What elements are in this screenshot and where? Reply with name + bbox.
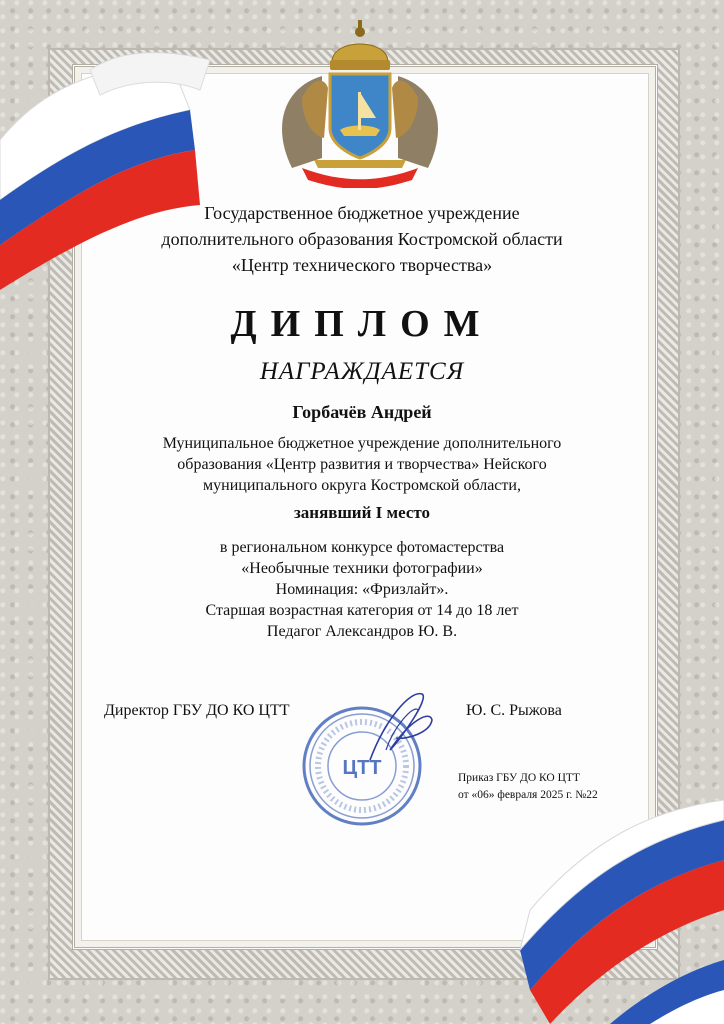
russian-flag-ribbon-bottom-right-icon [490, 800, 724, 1024]
institution-line: Муниципальное бюджетное учреждение дополнительного [162, 435, 562, 452]
contest-line: Старшая возрастная категория от 14 до 18 лет [205, 602, 519, 619]
contest-line: Номинация: «Фризлайт». [275, 581, 449, 598]
stamp-center-text: ЦТТ [342, 757, 382, 779]
organization-line-3: «Центр технического творчества» [231, 255, 493, 275]
order-line-2: от «06» февраля 2025 г. №22 [458, 789, 598, 801]
institution-line: образования «Центр развития и творчества» Нейского [177, 456, 547, 473]
recipient-institution [72, 433, 652, 496]
official-stamp-icon [290, 680, 450, 830]
order-line-1: Приказ ГБУ ДО КО ЦТТ [458, 772, 580, 784]
director-title: Директор ГБУ ДО КО ЦТТ [104, 702, 290, 719]
organization-line-1: Государственное бюджетное учреждение [204, 203, 520, 223]
organization-line-2: дополнительного образования Костромской области [161, 229, 563, 249]
order-reference [458, 770, 598, 804]
place-award: занявший I место [293, 503, 431, 522]
kostroma-coat-of-arms-icon [262, 18, 458, 188]
diploma-title: ДИПЛОМ [230, 303, 494, 345]
recipient-name: Горбачёв Андрей [292, 402, 432, 422]
director-name: Ю. С. Рыжова [466, 702, 562, 719]
contest-line: Педагог Александров Ю. В. [266, 623, 458, 640]
contest-line: «Необычные техники фотографии» [241, 560, 483, 577]
contest-line: в региональном конкурсе фотомастерства [219, 539, 505, 556]
institution-line: муниципального округа Костромской области, [203, 477, 521, 494]
organization-header [72, 200, 652, 278]
contest-details [72, 537, 652, 642]
awarded-heading: НАГРАЖДАЕТСЯ [259, 358, 465, 385]
